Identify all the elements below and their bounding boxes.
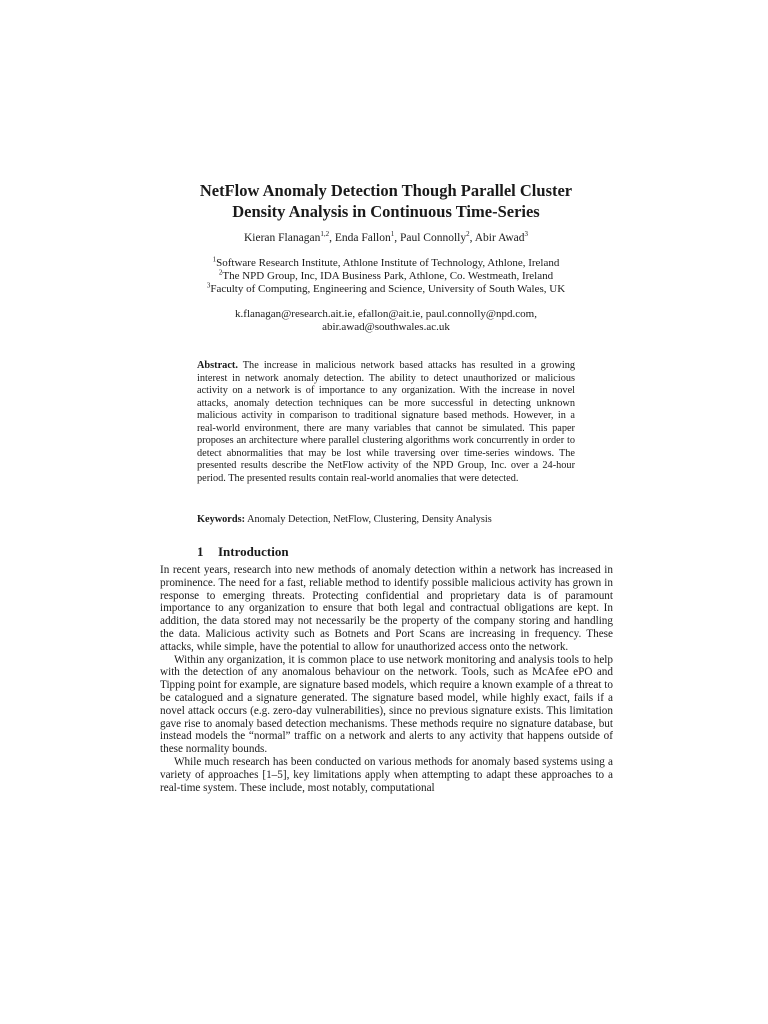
keywords-label: Keywords: (197, 514, 246, 525)
author-list (160, 231, 612, 245)
abstract-label: Abstract. (197, 360, 238, 371)
title-line-1: NetFlow Anomaly Detection Though Parallel Cluster (199, 181, 573, 200)
keywords (197, 514, 575, 527)
abstract (197, 360, 575, 485)
author-emails-line-2: abir.awad@southwales.ac.uk (322, 321, 450, 333)
affiliation: $^3$Faculty of Computing, Engineering and Science, University of South Wales, UK (206, 281, 566, 295)
author-emails-line-1: k.flanagan@research.ait.ie, efallon@ait.ie, paul.connolly@npd.com, (235, 308, 537, 320)
author: Paul Connolly$^2$, (399, 230, 475, 244)
keywords-text: Anomaly Detection, NetFlow, Clustering, Density Analysis (247, 514, 492, 525)
paragraph: While much research has been conducted on various methods for anomaly based systems using a variety of approaches [1–5], key limitations apply when attempting to adapt these approaches to a real-time system. These include, most notably, computational (160, 755, 613, 794)
affiliation: $^1$Software Research Institute, Athlone Institute of Technology, Athlone, Ireland (212, 255, 560, 269)
paragraph: In recent years, research into new methods of anomaly detection within a network has increased in prominence. The need for a fast, reliable method to identify possible malicious activity has grown in response to emerging threats. Protecting confidential and proprietary data is of paramount importance to any organization to ensure that both legal and contractual obligations are kept. In addition, the data stored may not necessarily be the property of the company storing and handling the data. Malicious activity such as Botnets and Port Scans are increasing in frequency. These attacks, while simple, have the potential to allow for unauthorized access onto the network. (160, 564, 613, 653)
paper-title (160, 180, 612, 222)
paragraph: Within any organization, it is common place to use network monitoring and analysis tools to help with the detection of any anomalous behaviour on the network. Tools, such as McAfee ePO and Tipping point for example, are signature based models, which require a known example of a threat to be catalogued and a signature generated. The signature based model, while highly exact, fails if a novel attack occurs (e.g. zero-day vulnerabilities), since no previous signature exists. This limitation gave rise to anomaly based detection mechanisms. These methods require no signature database, but instead models the “normal” traffic on a network and alerts to any activity that happens outside of these normality bounds. (160, 653, 613, 756)
title-line-2: Density Analysis in Continuous Time-Series (232, 202, 540, 221)
author: Abir Awad$^3$ (474, 230, 528, 244)
affiliation: $^2$The NPD Group, Inc, IDA Business Park, Athlone, Co. Westmeath, Ireland (218, 268, 554, 282)
section-title: Introduction (218, 544, 289, 559)
body-text (160, 564, 613, 794)
section-number: 1 (197, 544, 204, 559)
section-heading (197, 544, 289, 560)
author: Kieran Flanagan$^{1,2}$, (244, 230, 335, 244)
author: Enda Fallon$^1$, (334, 230, 400, 244)
abstract-text: The increase in malicious network based attacks has resulted in a growing interest in network anomaly detection. The ability to detect unauthorized or malicious activity on a network is of importance to any organization. With the increase in novel attacks, anomaly detection techniques can be more successful in detecting unknown malicious activity in comparison to traditional signature based methods. However, in a real-world environment, there are many variables that cannot be simulated. This paper proposes an architecture where parallel clustering algorithms work concurrently in order to detect abnormalities that may be lost while traversing over time-series windows. The presented results describe the NetFlow activity of the NPD Group, Inc. over a 24-hour period. The presented results contain real-world anomalies that were detected. (197, 360, 575, 484)
